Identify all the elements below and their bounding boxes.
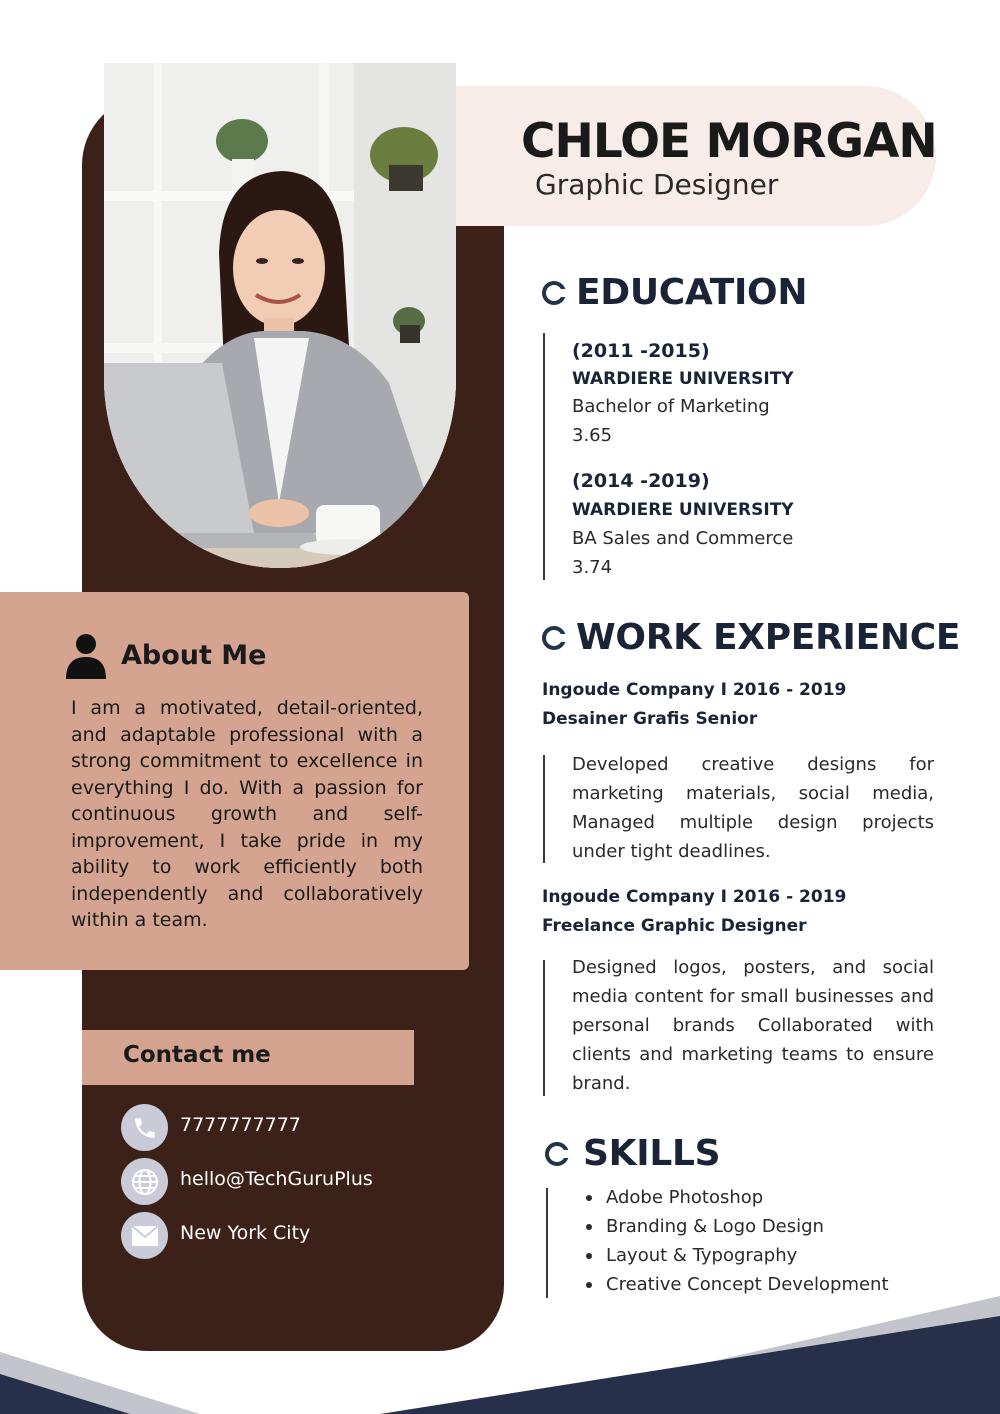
- skill-item: Adobe Photoshop: [584, 1183, 889, 1212]
- candidate-title: Graphic Designer: [535, 168, 779, 201]
- ring-icon: [542, 626, 566, 650]
- contact-phone[interactable]: 7777777777: [180, 1114, 301, 1136]
- education-school: WARDIERE UNIVERSITY: [572, 369, 794, 389]
- ring-icon: [545, 1142, 569, 1166]
- education-header: [542, 272, 807, 313]
- candidate-name: CHLOE MORGAN: [521, 114, 937, 169]
- skill-item: Layout & Typography: [584, 1241, 889, 1270]
- job-divider: [543, 960, 545, 1096]
- envelope-icon: [121, 1212, 168, 1259]
- contact-location: New York City: [180, 1222, 311, 1244]
- education-years: (2014 -2019): [572, 470, 710, 492]
- education-divider: [543, 333, 545, 580]
- job-description: Designed logos, posters, and social media content for small businesses and personal brands Collaborated with clients and marketing teams to ensure brand.: [572, 957, 934, 1094]
- skills-list: [584, 1183, 889, 1299]
- contact-email[interactable]: hello@TechGuruPlus: [180, 1168, 373, 1190]
- job-role: Freelance Graphic Designer: [542, 916, 807, 936]
- skills-divider: [546, 1188, 548, 1298]
- profile-photo: [104, 63, 456, 568]
- phone-icon: [121, 1104, 168, 1151]
- education-years: (2011 -2015): [572, 340, 710, 362]
- job-role: Desainer Grafis Senior: [542, 709, 758, 729]
- education-degree: Bachelor of Marketing: [572, 396, 770, 417]
- education-title: EDUCATION: [576, 272, 808, 313]
- education-degree: BA Sales and Commerce: [572, 528, 794, 549]
- job-divider: [543, 755, 545, 863]
- job-company: Ingoude Company I 2016 - 2019: [542, 887, 847, 907]
- skills-title: SKILLS: [583, 1133, 721, 1174]
- skill-item: Branding & Logo Design: [584, 1212, 889, 1241]
- contact-heading: Contact me: [123, 1042, 271, 1068]
- globe-icon: [121, 1158, 168, 1205]
- job-description: Developed creative designs for marketing materials, social media, Managed multiple design projects under tight deadlines.: [572, 754, 934, 862]
- skill-item: Creative Concept Development: [584, 1270, 889, 1299]
- about-heading: About Me: [121, 640, 267, 671]
- work-header: [542, 617, 960, 658]
- education-gpa: 3.74: [572, 557, 613, 578]
- ring-icon: [542, 281, 566, 305]
- about-text: I am a motivated, detail-oriented, and adaptable professional with a strong commitment to excellence in everything I do. With a passion for continuous growth and self-improvement, I take pride in my ability to work efficiently both independently and collaboratively within a team.: [71, 697, 423, 931]
- education-gpa: 3.65: [572, 425, 613, 446]
- education-school: WARDIERE UNIVERSITY: [572, 500, 794, 520]
- work-title: WORK EXPERIENCE: [576, 617, 961, 658]
- skills-header: [545, 1133, 720, 1174]
- person-icon: [66, 633, 106, 679]
- job-company: Ingoude Company I 2016 - 2019: [542, 680, 847, 700]
